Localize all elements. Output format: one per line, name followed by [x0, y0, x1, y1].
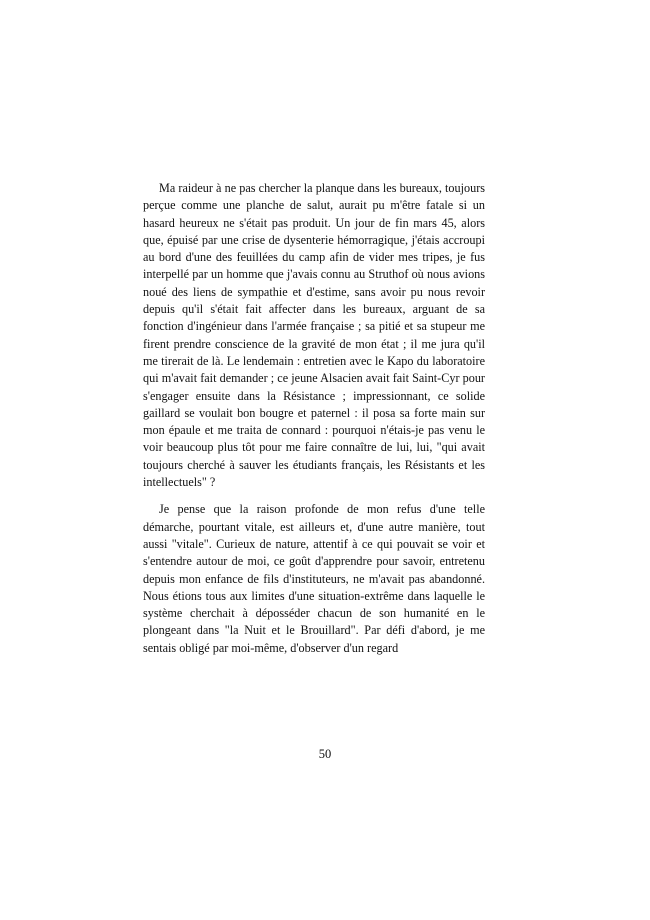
paragraph-1: Ma raideur à ne pas chercher la planque dans les bureaux, toujours perçue comme une planche de salut, aurait pu m'être fatale si un hasard heureux ne s'était pas produit. Un jour de fin mars 45, alors que, épuisé par une crise de dysenterie hémorragique, j'étais accroupi au bord d'une des feuillées du camp afin de vider mes tripes, je fus interpellé par un homme que j'avais connu au Struthof où nous avions noué des liens de sympathie et d'estime, sans avoir pu nous revoir depuis qu'il s'était fait affecter dans les bureaux, arguant de sa fonction d'ingénieur dans l'armée française ; sa pitié et sa stupeur me firent prendre conscience de la gravité de mon état ; il me jura qu'il me tirerait de là. Le lendemain : entretien avec le Kapo du laboratoire qui m'avait fait demander ; ce jeune Alsacien avait fait Saint-Cyr pour s'engager ensuite dans la Résistance ; impressionnant, ce solide gaillard se voulait bon bougre et paternel : il posa sa forte main sur mon épaule et me traita de connard : pourquoi n'étais-je pas venu le voir beaucoup plus tôt pour me faire connaître de lui, lui, "qui avait toujours cherché à sauver les étudiants français, les Résistants et les intellectuels" ?	[143, 181, 485, 490]
page-body	[143, 180, 485, 657]
paragraph-2: Je pense que la raison profonde de mon refus d'une telle démarche, pourtant vitale, est ailleurs et, d'une autre manière, tout aussi "vitale". Curieux de nature, attentif à ce qui pouvait se voir et s'entendre autour de moi, ce goût d'apprendre pour savoir, entretenu depuis mon enfance de fils d'instituteurs, ne m'avait pas abandonné. Nous étions tous aux limites d'une situation-extrême dans laquelle le système cherchait à déposséder chacun de son humanité en le plongeant dans "la Nuit et le Brouillard". Par défi d'abord, je me sentais obligé par moi-même, d'observer d'un regard	[143, 502, 485, 655]
page-number: 50	[318, 747, 332, 761]
